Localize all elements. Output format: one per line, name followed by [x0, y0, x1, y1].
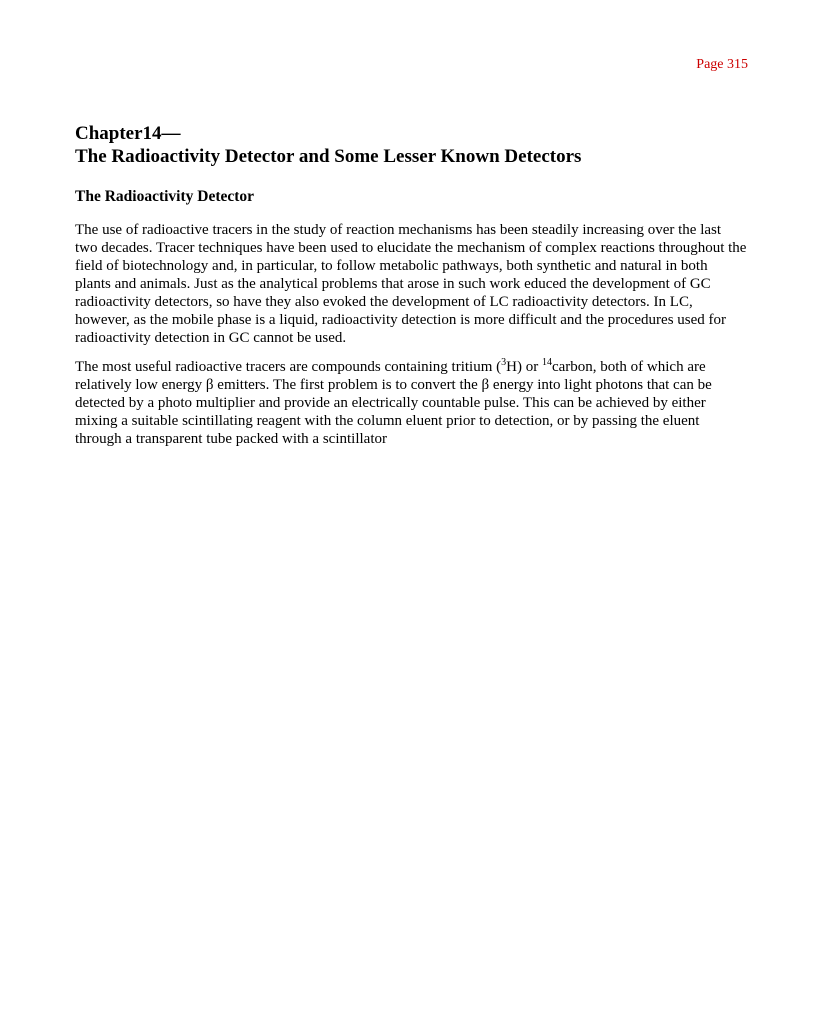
paragraph-2 — [75, 358, 747, 448]
superscript-tritium: 3 — [501, 357, 507, 368]
paragraph-2-text: H) or — [506, 359, 542, 375]
superscript-carbon: 14 — [541, 357, 552, 368]
paragraph-1: The use of radioactive tracers in the study of reaction mechanisms has been steadily increasing over the last two decades. Tracer techniques have been used to elucidate the mechanism of complex reactions throughout the field of biotechnology and, in particular, to follow metabolic pathways, both synthetic and natural in both plants and animals. Just as the analytical problems that arose in such work educed the development of GC radioactivity detectors, so have they also evoked the development of LC radioactivity detectors. In LC, however, as the mobile phase is a liquid, radioactivity detection is more difficult and the procedures used for radioactivity detection in GC cannot be used. — [75, 222, 747, 346]
chapter-title — [75, 122, 747, 168]
chapter-title-text: The Radioactivity Detector and Some Lesser Known Detectors — [75, 146, 582, 167]
paragraph-2-text: The most useful radioactive tracers are compounds containing tritium ( — [75, 359, 502, 375]
page-number: Page 315 — [696, 57, 748, 72]
chapter-number: Chapter14— — [75, 123, 181, 144]
paragraph-2-text: carbon, both of which are relatively low energy β emitters. The first problem is to convert the β energy into light photons that can be detected by a photo multiplier and provide an electrically countable pulse. This can be achieved by either mixing a suitable scintillating reagent with the column eluent prior to detection, or by passing the eluent through a transparent tube packed with a scintillator — [75, 359, 712, 447]
section-heading: The Radioactivity Detector — [75, 188, 255, 205]
document-body — [75, 122, 747, 459]
